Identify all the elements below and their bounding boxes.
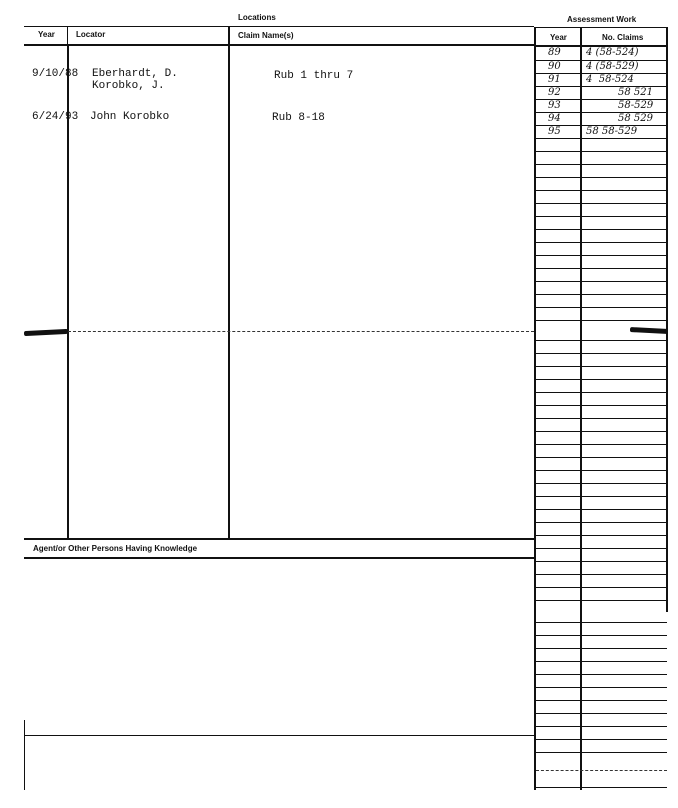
aw-ruled-row [536, 470, 667, 471]
aw-year-column-header: Year [550, 33, 567, 42]
location-1-locator-line1: Eberhardt, D. [92, 68, 178, 80]
aw-ruled-row [536, 177, 667, 178]
aw-2-year: 90 [548, 61, 561, 72]
bottom-rule-1 [24, 735, 534, 736]
aw-ruled-row [536, 320, 667, 321]
aw-ruled-row [536, 444, 667, 445]
aw-left-border [534, 27, 536, 790]
aw-ruled-row [536, 164, 667, 165]
aw-ruled-row [536, 307, 667, 308]
location-1-locator-line2: Korobko, J. [92, 80, 165, 92]
aw-ruled-row [536, 405, 667, 406]
aw-ruled-row [536, 622, 667, 623]
claim-names-column-header: Claim Name(s) [238, 31, 294, 40]
aw-5-year: 93 [548, 100, 561, 111]
aw-no-claims-column-header: No. Claims [602, 33, 644, 42]
aw-ruled-row [536, 752, 667, 753]
agent-section-header-rule [24, 557, 534, 559]
location-2-locator-line1: John Korobko [90, 111, 170, 123]
aw-ruled-row [536, 561, 667, 562]
aw-ruled-row [536, 379, 667, 380]
aw-ruled-row [536, 700, 667, 701]
aw-ruled-row [536, 138, 667, 139]
aw-ruled-row [536, 190, 667, 191]
bottom-rule-aw [536, 770, 667, 771]
aw-ruled-row [536, 600, 667, 601]
year-column-header: Year [38, 30, 55, 39]
aw-ruled-row [536, 713, 667, 714]
aw-ruled-row [536, 203, 667, 204]
aw-year-claims-divider [580, 27, 582, 790]
aw-ruled-row [536, 687, 667, 688]
aw-ruled-row [536, 268, 667, 269]
aw-ruled-row [536, 457, 667, 458]
aw-ruled-row [536, 151, 667, 152]
aw-ruled-row [536, 112, 667, 113]
locations-header: Locations [238, 13, 276, 22]
aw-ruled-row [536, 726, 667, 727]
bottom-rule-aw-2 [536, 787, 667, 788]
aw-ruled-row [536, 392, 667, 393]
aw-ruled-row [536, 366, 667, 367]
aw-5-claims: 58-529 [618, 100, 654, 111]
aw-ruled-row [536, 242, 667, 243]
year-locator-divider-header [67, 27, 68, 44]
aw-ruled-row [536, 483, 667, 484]
header-top-rule [24, 26, 534, 27]
location-2-claims: Rub 8-18 [272, 112, 325, 124]
aw-ruled-row [536, 73, 667, 74]
aw-ruled-row [536, 496, 667, 497]
aw-ruled-row [536, 548, 667, 549]
aw-3-claims: 4 58-524 [586, 74, 634, 85]
aw-ruled-row [536, 281, 667, 282]
scan-smudge-left [24, 329, 68, 336]
aw-2-claims: 4 (58-529) [586, 61, 639, 72]
aw-ruled-row [536, 340, 667, 341]
aw-ruled-row [536, 99, 667, 100]
aw-ruled-row [536, 294, 667, 295]
aw-6-claims: 58 529 [618, 113, 653, 124]
aw-ruled-row [536, 574, 667, 575]
location-1-year: 9/10/88 [32, 68, 79, 80]
aw-6-year: 94 [548, 113, 561, 124]
aw-1-year: 89 [548, 47, 561, 58]
location-1-claims: Rub 1 thru 7 [274, 70, 354, 82]
aw-1-claims: 4 (58-524) [586, 47, 639, 58]
locator-claims-divider [228, 27, 230, 538]
aw-ruled-row [536, 229, 667, 230]
scan-smudge-right [630, 327, 668, 334]
location-2-year: 6/24/93 [32, 111, 79, 123]
aw-ruled-row [536, 661, 667, 662]
aw-ruled-row [536, 125, 667, 126]
aw-ruled-row [536, 353, 667, 354]
aw-7-claims: 58 58-529 [586, 126, 638, 137]
aw-ruled-row [536, 522, 667, 523]
header-bottom-rule [24, 44, 534, 46]
aw-ruled-row [536, 635, 667, 636]
aw-ruled-row [536, 86, 667, 87]
aw-ruled-row [536, 431, 667, 432]
locator-column-header: Locator [76, 30, 106, 39]
aw-4-claims: 58 521 [618, 87, 653, 98]
aw-ruled-row [536, 509, 667, 510]
assessment-work-header: Assessment Work [567, 15, 637, 24]
aw-4-year: 92 [548, 87, 561, 98]
locations-dashed-rule [68, 331, 534, 332]
aw-ruled-row [536, 739, 667, 740]
aw-ruled-row [536, 255, 667, 256]
aw-header-top-rule [536, 27, 667, 28]
aw-ruled-row [536, 648, 667, 649]
aw-ruled-row [536, 587, 667, 588]
aw-ruled-row [536, 60, 667, 61]
bottom-left-edge [24, 720, 25, 790]
aw-3-year: 91 [548, 74, 561, 85]
aw-ruled-row [536, 535, 667, 536]
aw-ruled-row [536, 418, 667, 419]
agent-section-top-rule [24, 538, 534, 540]
agent-section-header: Agent/or Other Persons Having Knowledge [33, 544, 198, 553]
aw-7-year: 95 [548, 126, 561, 137]
aw-ruled-row [536, 674, 667, 675]
aw-ruled-row [536, 216, 667, 217]
